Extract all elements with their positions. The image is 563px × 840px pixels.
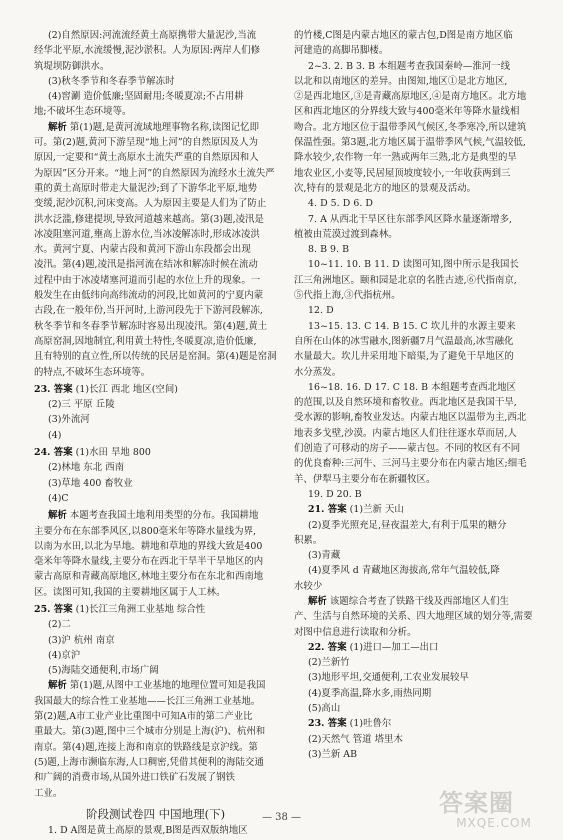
answer-label: 解析 — [48, 121, 67, 133]
line-text: (4) — [48, 429, 62, 441]
text-line — [294, 487, 534, 502]
line-text: 次,特有的景观是北方的地区的景观及活动。 — [294, 182, 477, 194]
line-text: (2)自然原因:河流流经黄土高原携带大量泥沙,当流 — [48, 30, 257, 41]
line-text: (3)草地 400 畜牧业 — [48, 477, 133, 489]
text-line — [34, 212, 280, 227]
line-text: 原因,一定要和“黄土高原水土流失严重的自然原因和人 — [34, 152, 259, 164]
text-line — [34, 74, 280, 89]
watermark-logo: 答案圈 MXQE.COM — [439, 789, 532, 830]
text-line — [294, 518, 534, 533]
line-text: (3)外流河 — [48, 414, 90, 426]
text-line — [34, 428, 280, 443]
line-text: 1. D A图是黄土高原的景观,B图是西双版纳地区 — [48, 824, 248, 836]
text-line — [34, 823, 280, 838]
text-line — [34, 28, 280, 43]
line-text: 自所在山体的冰雪融水,图新疆7月气温最高,冰雪融化 — [294, 335, 514, 347]
line-text: 的特点,不破坏生态环境等。 — [34, 366, 151, 378]
text-line — [34, 617, 280, 632]
line-text: 该题综合考查了铁路干线及西部地区人们生 — [326, 595, 509, 607]
line-text: (4)京沪 — [48, 649, 81, 661]
line-text: (4)C — [48, 492, 69, 504]
line-text: 洪水泛滥,修建提坝,导致河道越来越高。第(3)题,凌汛是 — [34, 213, 264, 225]
text-line — [34, 476, 280, 491]
text-line — [34, 508, 280, 523]
page-number: — 38 — — [261, 812, 302, 823]
line-text: (1)水田 旱地 800 — [72, 447, 151, 459]
line-text: 受水源的影响,畜牧业发达。内蒙古地区以温带为主,西北 — [294, 412, 527, 424]
text-line — [294, 395, 534, 410]
line-text: (1)长江 西北 地区(空间) — [72, 383, 178, 395]
answer-label: 25. 答案 — [34, 603, 73, 615]
text-line — [294, 28, 534, 43]
line-text: 古段,在一般年份,当开河时,上游河段先于下游河段解冻, — [34, 305, 263, 317]
line-text: 蒙古高原和青藏高原地区,林地主要分布在东北和西南地 — [34, 571, 264, 583]
line-text: 地表多戈壁,沙漠。内蒙古地区人们往往逐水草而居,人 — [294, 427, 517, 439]
line-text: 保温性强。第3题,北方地区属于温带季风气候,气温较低, — [294, 137, 526, 149]
line-text: (1)进口—加工—出口 — [346, 641, 439, 653]
line-text: 本题考查我国土地利用类型的分布。我国耕地 — [66, 510, 259, 522]
text-line — [34, 491, 280, 506]
text-line — [34, 59, 280, 74]
text-line — [34, 227, 280, 242]
line-text: 高原窑洞,因地制宜,利用黄土特性,冬暖夏凉,造价低廉, — [34, 335, 257, 347]
line-text: 以北和以南地区的差异。由图知,地区①是北方地区, — [294, 75, 508, 87]
text-line — [294, 502, 534, 517]
line-text: (5)题,上海市濒临东海,人口稠密,凭借其便利的海陆交通 — [34, 756, 264, 768]
line-text: 可。第(2)题,黄河下游呈现“地上河”的自然原因及人为 — [34, 137, 259, 149]
answer-label: 解析 — [48, 510, 67, 522]
text-line — [34, 445, 280, 460]
text-line — [34, 648, 280, 663]
line-text: 经华北平原,水流缓慢,泥沙淤积。人为原因:两岸人们修 — [34, 45, 261, 57]
text-line — [294, 563, 534, 578]
text-line — [34, 786, 280, 801]
line-text: (3)沪 杭州 南京 — [48, 634, 115, 646]
line-text: 水较少 — [294, 580, 323, 592]
line-text: ⑤代指上海,③代指杭州。 — [294, 290, 401, 302]
line-text: 第(1)题,是黄河流域地理事物名称,读图记忆即 — [66, 121, 260, 133]
line-text: 区。读图可知,我国的主要耕地区属于人工林。 — [34, 586, 226, 598]
line-text: 的范围,以及自然环境和畜牧业。西北地区是我国干旱, — [294, 397, 517, 409]
text-line — [294, 441, 534, 456]
line-text: 羊、伊犁马主要分布在新疆牧区。 — [294, 473, 436, 485]
text-line — [34, 319, 280, 334]
line-text: 毫米年等降水量线,主要分布在西北干旱半干旱地区的内 — [34, 556, 264, 568]
line-text: 12. D — [308, 305, 334, 317]
line-text: 10~11. 10. B 11. D 读图可知,图中所示是我国长 — [308, 259, 519, 271]
line-text: 的优良畜种:三河牛、三河马主要分布在内蒙古地区;细毛 — [294, 458, 527, 470]
text-line — [34, 770, 280, 785]
text-line — [294, 303, 534, 318]
text-line — [34, 724, 280, 739]
text-line — [34, 709, 280, 724]
line-text: 第(2)题,A市工业产业比重图中可知A市的第二产业比 — [34, 711, 253, 723]
line-text: 4. D 5. D 6. D — [308, 198, 373, 210]
text-line — [34, 288, 280, 303]
line-text: (5)海陆交通便利,市场广阔 — [48, 665, 159, 677]
line-text: (4)夏季风 d 青藏地区海拔高,常年气温较低,降 — [308, 565, 500, 577]
line-text: (1)长江三角洲工业基地 综合性 — [72, 603, 206, 615]
line-text: 变缓,泥沙沉积,河床变高。人为原因主要是人们为了防止 — [34, 198, 267, 210]
text-line — [34, 273, 280, 288]
text-line — [294, 43, 534, 58]
line-text: 凌汛。第(4)题,凌汛是指河流在结冰和解冻时候在流动 — [34, 259, 258, 271]
text-line — [294, 196, 534, 211]
text-line — [294, 716, 534, 731]
answer-label: 解析 — [48, 680, 67, 692]
text-line — [34, 740, 280, 755]
text-line — [34, 663, 280, 678]
answer-label: 23. 答案 — [34, 383, 73, 395]
line-text: 河建造的高脚吊脚楼。 — [294, 45, 389, 57]
line-text: (2)二 — [48, 619, 71, 631]
line-text: 区和西北地区的分界线大致与400毫米年等降水量线相 — [294, 106, 520, 118]
text-line — [34, 166, 280, 181]
line-text: 2~3. 2. B 3. B 本组题考查我国秦岭—淮河一线 — [308, 60, 511, 72]
text-line — [34, 633, 280, 648]
line-text: 对图中信息进行读取和分析。 — [294, 626, 417, 638]
line-text: 的竹楼,C图是内蒙古地区的蒙古包,D图是南方地区临 — [294, 30, 513, 41]
text-line — [34, 694, 280, 709]
text-line — [294, 426, 534, 441]
line-text: 南京。第(4)题,连接上海和南京的铁路线是京沪线。第 — [34, 741, 258, 753]
right-column — [294, 28, 534, 762]
line-text: 吻合。北方地区位于温带季风气候区,冬季寒冷,所以建筑 — [294, 121, 527, 133]
line-text: 工业。 — [34, 787, 63, 799]
text-line — [294, 181, 534, 196]
line-text: (1)吐鲁尔 — [346, 718, 392, 730]
text-line — [34, 678, 280, 693]
text-line — [294, 349, 534, 364]
line-text: 筑堤坝防御洪水。 — [34, 60, 110, 72]
text-line — [34, 602, 280, 617]
text-line — [294, 686, 534, 701]
line-text: 第(1)题,从图中工业基地的地理位置可知是我国 — [66, 680, 266, 692]
line-text: 水量最大。坎儿井采用地下暗渠,为了避免干旱地区的 — [294, 351, 514, 363]
text-line — [294, 640, 534, 655]
line-text: (2)天然气 管道 塔里木 — [308, 733, 403, 745]
line-text: 7. A 从西北干旱区往东部季风区降水量逐渐增多, — [308, 213, 513, 225]
text-line — [34, 89, 280, 104]
answer-label: 22. 答案 — [308, 641, 347, 653]
text-line — [294, 365, 534, 380]
line-text: 重的黄土高原时带走大量泥沙;到了下游华北平原,地势 — [34, 182, 258, 194]
left-column — [34, 28, 280, 838]
line-text: 水分蒸发。 — [294, 366, 342, 378]
text-line — [34, 554, 280, 569]
text-line — [294, 410, 534, 425]
text-line — [34, 150, 280, 165]
line-text: (2)兰新竹 — [308, 657, 350, 669]
text-line — [294, 579, 534, 594]
text-line — [294, 227, 534, 242]
text-line — [294, 380, 534, 395]
text-line — [294, 150, 534, 165]
line-text: (2)林地 东北 西南 — [48, 462, 125, 474]
text-line — [34, 43, 280, 58]
line-text: ②是西北地区,③是青藏高原地区,④是南方地区。北方地 — [294, 91, 527, 103]
text-line — [34, 196, 280, 211]
line-text: 产、生活与自然环境的关系、四大地理区域的划分等,需要 — [294, 611, 533, 623]
line-text: 我国最大的综合性工业基地——长江三角洲工业基地。 — [34, 695, 261, 707]
line-text: 16~18. 16. D 17. C 18. B 本组题考查西北地区 — [308, 381, 516, 393]
section-title: 阶段测试卷四 中国地理(下) — [86, 806, 226, 821]
text-line — [294, 655, 534, 670]
text-line — [294, 732, 534, 747]
text-line — [34, 539, 280, 554]
text-line — [294, 319, 534, 334]
line-text: 秋冬季节和冬春季节解冻时容易出现凌汛。第(4)题,黄土 — [34, 320, 268, 332]
line-text: (2)夏季光照充足,昼夜温差大,有利于瓜果的糖分 — [308, 519, 507, 531]
text-line — [294, 670, 534, 685]
line-text: 13~15. 13. C 14. B 15. C 坎儿井的水源主要来 — [308, 320, 516, 332]
text-line — [294, 59, 534, 74]
text-line — [294, 472, 534, 487]
line-text: (3)青藏 — [308, 550, 341, 562]
text-line — [294, 166, 534, 181]
line-text: 重最大。第(3)题,图中三个城市分别是上海(沪)、杭州和 — [34, 726, 266, 738]
text-line — [294, 135, 534, 150]
text-line — [294, 548, 534, 563]
text-line — [34, 334, 280, 349]
line-text: (3)地形平坦,交通便利,工农业发展较早 — [308, 672, 469, 684]
text-line — [294, 334, 534, 349]
line-text: (3)兰新 AB — [308, 748, 358, 760]
text-line — [34, 120, 280, 135]
line-text: 植被由荒漠过渡到森林。 — [294, 228, 398, 240]
text-line — [294, 89, 534, 104]
text-line — [34, 104, 280, 119]
text-line — [34, 135, 280, 150]
text-line — [34, 569, 280, 584]
line-text: 般发生在由低纬向高纬流动的河段,比如黄河的宁夏内蒙 — [34, 290, 264, 302]
text-line — [34, 382, 280, 397]
line-text: 冰凌阻塞河道,壅高上游水位,当冰凌解冻时,形成冰凌洪 — [34, 228, 260, 240]
text-line — [294, 104, 534, 119]
text-line — [34, 755, 280, 770]
answer-label: 23. 答案 — [308, 718, 347, 730]
text-line — [294, 609, 534, 624]
line-text: (1)兰新 天山 — [346, 504, 404, 516]
line-text: 过程中由于冰凌堵塞河道而引起的水位上升的现象。一 — [34, 274, 261, 286]
text-line — [294, 273, 534, 288]
text-line — [294, 625, 534, 640]
text-line — [34, 242, 280, 257]
text-line — [34, 257, 280, 272]
text-line — [294, 212, 534, 227]
text-line — [294, 257, 534, 272]
text-line — [294, 701, 534, 716]
answer-label: 24. 答案 — [34, 447, 73, 459]
line-text: (2)三 平原 丘陵 — [48, 399, 115, 411]
text-line — [34, 585, 280, 600]
text-line — [34, 412, 280, 427]
text-line — [34, 181, 280, 196]
text-line — [294, 242, 534, 257]
line-text: 地农业区,小麦等,民居屋顶坡度较小,一年收获两到三 — [294, 167, 511, 179]
line-text: (5)高山 — [308, 703, 341, 715]
line-text: 积累。 — [294, 534, 323, 546]
line-text: 江三角洲地区。颐和园是北京的名胜古迹,⑥代指南京, — [294, 274, 517, 286]
text-line — [294, 747, 534, 762]
line-text: 主要分布在东部季风区,以800毫米年等降水量线为界, — [34, 525, 257, 537]
text-line — [294, 533, 534, 548]
text-line — [34, 397, 280, 412]
line-text: (4)夏季高温,降水多,雨热同期 — [308, 687, 432, 699]
answer-label: 解析 — [308, 595, 327, 607]
text-line — [34, 303, 280, 318]
line-text: 8. B 9. B — [308, 244, 350, 256]
line-text: 且有特别的直立性,所以传统的民居是窑洞。第(4)题是窑洞 — [34, 351, 277, 363]
answer-label: 21. 答案 — [308, 504, 347, 516]
text-line — [34, 460, 280, 475]
text-line — [34, 524, 280, 539]
line-text: (3)秋冬季节和冬春季节解冻时 — [48, 75, 175, 87]
line-text: 地;不破坏生态环境等。 — [34, 106, 132, 118]
text-line — [294, 120, 534, 135]
text-line — [34, 365, 280, 380]
line-text: 们创造了可移动的房子——蒙古包。不同的牧区有不同 — [294, 443, 521, 455]
line-text: 为原因”区分开来。“地上河”的自然原因为流经水土流失严 — [34, 167, 275, 179]
text-line — [294, 594, 534, 609]
text-line — [34, 349, 280, 364]
line-text: 水。黄河宁夏、内蒙古段和黄河下游山东段都会出现 — [34, 244, 251, 256]
line-text: (4)窖涮 造价低廉;坚固耐用;冬暖夏凉;不占用耕 — [48, 91, 244, 103]
line-text: 以南为水田,以北为旱地。耕地和草地的界线大致是400 — [34, 540, 263, 552]
text-line — [294, 74, 534, 89]
line-text: 19. D 20. B — [308, 488, 362, 500]
line-text: 和广阔的消费市场,从国外进口铁矿石发展了钢铁 — [34, 772, 235, 784]
text-line — [294, 288, 534, 303]
line-text: 降水较少,农作物一年一熟或两年三熟,北方是典型的旱 — [294, 152, 517, 164]
text-line — [294, 456, 534, 471]
